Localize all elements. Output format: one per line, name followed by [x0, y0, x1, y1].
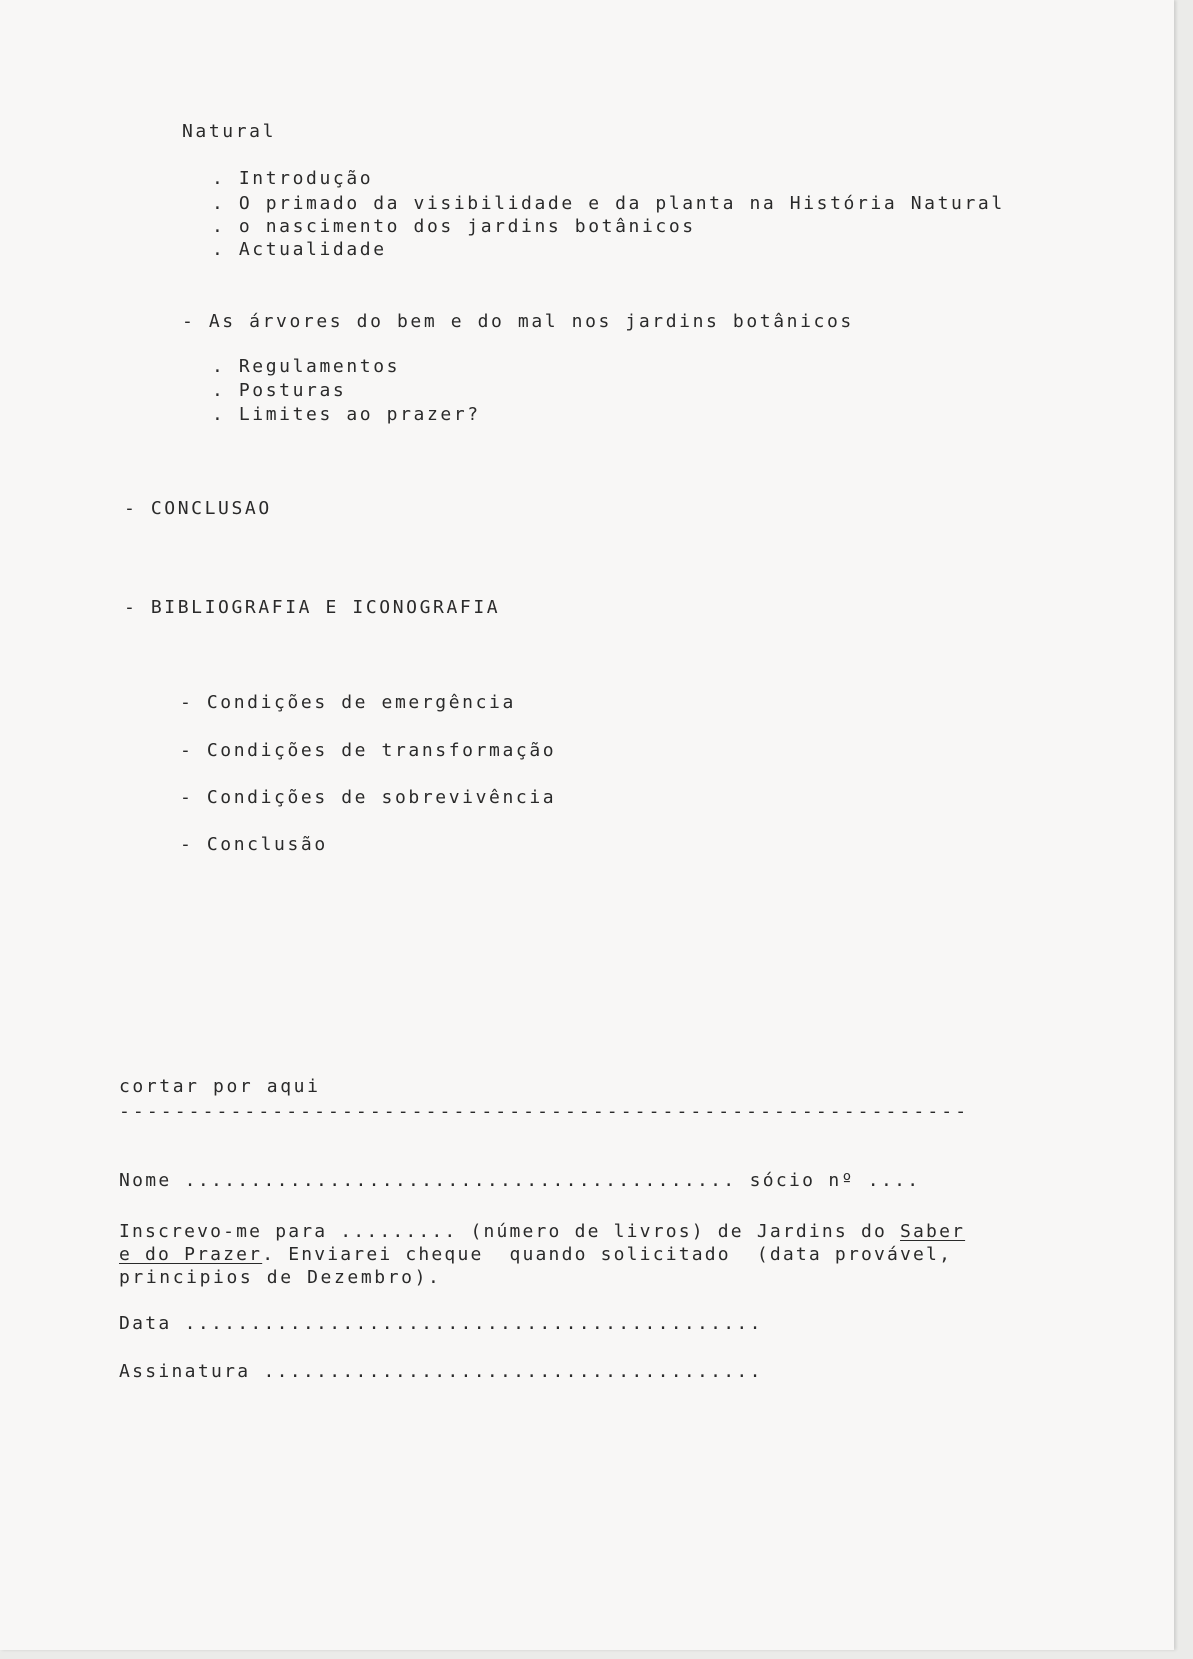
- top-heading: Natural: [182, 121, 277, 142]
- name-field-line[interactable]: Nome .......................................... sócio nº ....: [119, 1170, 921, 1191]
- cut-line: -------------------------------------------------------------: [119, 1101, 970, 1122]
- cut-label: cortar por aqui: [119, 1076, 321, 1097]
- book-title-part-2: e do Prazer: [119, 1244, 263, 1265]
- conclusao-heading: - CONCLUSAO: [124, 498, 272, 519]
- section-heading-arvores: - As árvores do bem e do mal nos jardins botânicos: [182, 311, 854, 332]
- bullet-regulamentos: . Regulamentos: [212, 356, 401, 377]
- bullet-posturas: . Posturas: [212, 380, 347, 401]
- bullet-nascimento: . o nascimento dos jardins botânicos: [212, 216, 696, 237]
- date-field-line[interactable]: Data ............................................: [119, 1313, 763, 1334]
- bibliografia-heading: - BIBLIOGRAFIA E ICONOGRAFIA: [124, 597, 501, 618]
- enrolment-line-1: [119, 1221, 965, 1243]
- bullet-limites: . Limites ao prazer?: [212, 404, 481, 425]
- bullet-actualidade: . Actualidade: [212, 239, 387, 260]
- bullet-introducao: . Introdução: [212, 168, 374, 189]
- enrolment-text-cont: . Enviarei cheque quando solicitado (data provável,: [262, 1244, 953, 1265]
- enrolment-line-3: principios de Dezembro).: [119, 1267, 442, 1288]
- book-title-part-1: Saber: [900, 1221, 966, 1242]
- condition-conclusao: - Conclusão: [180, 834, 328, 855]
- condition-sobrevivencia: - Condições de sobrevivência: [180, 787, 557, 808]
- condition-emergencia: - Condições de emergência: [180, 692, 516, 713]
- signature-field-line[interactable]: Assinatura ......................................: [119, 1361, 763, 1382]
- enrolment-line-2: [119, 1244, 952, 1266]
- enrolment-text: Inscrevo-me para ......... (número de livros) de Jardins do: [119, 1221, 901, 1242]
- condition-transformacao: - Condições de transformação: [180, 740, 557, 761]
- bullet-primado: . O primado da visibilidade e da planta na História Natural: [212, 193, 1005, 214]
